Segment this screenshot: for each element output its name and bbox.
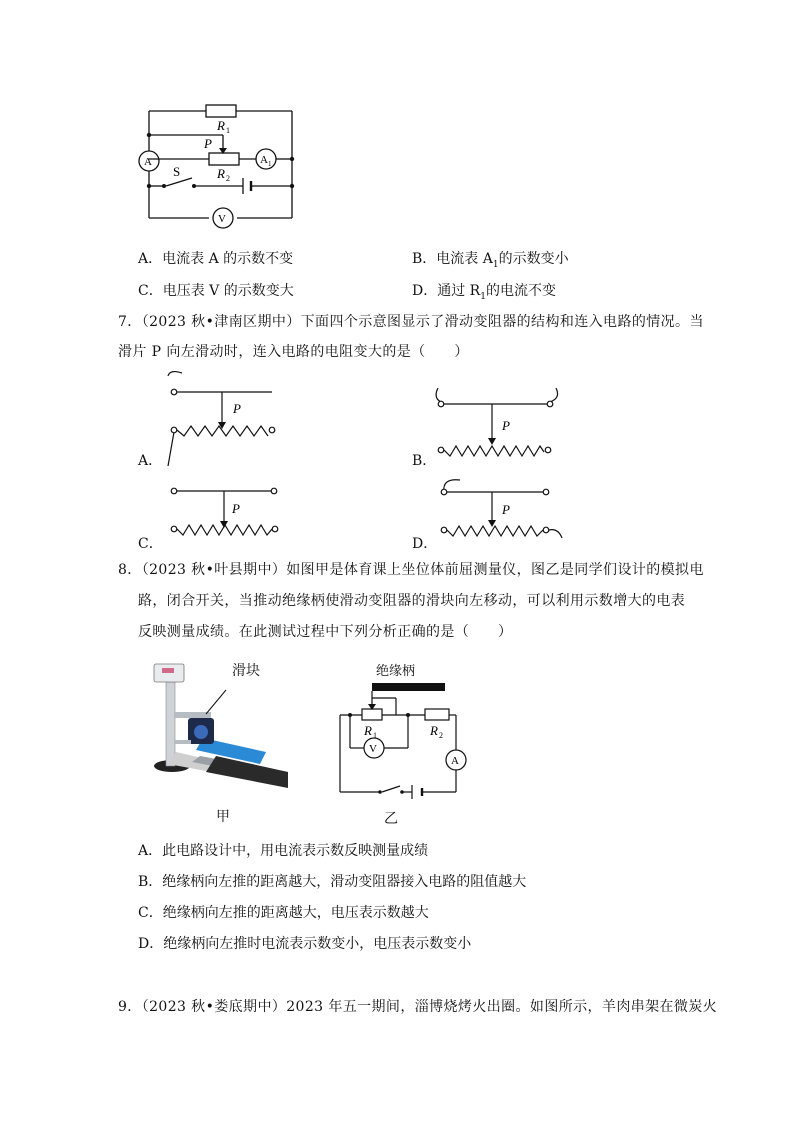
q8-circuit-caption: 乙 <box>384 811 398 827</box>
option-text: 电流表 A 的示数不变 <box>162 251 294 267</box>
q7-c-p-label: P <box>232 501 240 516</box>
q8-option-d[interactable] <box>138 935 471 953</box>
q8-r2-label: R <box>430 723 438 738</box>
q8-option-a[interactable] <box>138 842 428 860</box>
option-key: C． <box>138 905 163 921</box>
q8-photo-slider-label: 滑块 <box>232 663 260 679</box>
option-subscript: 1 <box>492 259 499 270</box>
q6-option-c[interactable] <box>138 282 294 300</box>
option-text: 电流表 A <box>436 251 493 267</box>
q6-ammeter1-sub: 1 <box>268 160 272 168</box>
q6-ammeter-label: A <box>144 156 152 168</box>
q7-a-p-label: P <box>233 401 241 416</box>
option-key: B． <box>138 874 163 890</box>
q6-option-b[interactable] <box>412 250 569 274</box>
option-subscript: 1 <box>480 291 486 302</box>
q8-r1-sub: 1 <box>373 731 377 740</box>
q7-option-b[interactable]: B． <box>412 453 437 469</box>
q7-option-c[interactable]: C． <box>138 536 163 552</box>
option-key: B． <box>412 251 437 267</box>
option-text: 通过 R <box>437 283 481 299</box>
q6-switch-label: S <box>173 164 181 179</box>
q8-option-c[interactable] <box>138 904 429 922</box>
q8-option-b[interactable] <box>138 873 526 891</box>
q7-d-p-label: P <box>502 502 510 517</box>
q6-r1-label: R <box>217 118 225 133</box>
q6-option-d[interactable] <box>412 282 556 306</box>
q6-r1-sub: 1 <box>226 126 230 135</box>
option-text: 电压表 V 的示数变大 <box>162 283 294 299</box>
option-key: A． <box>138 843 163 859</box>
q7-option-a[interactable]: A． <box>138 453 163 469</box>
q7-diagram-a <box>160 370 280 466</box>
q8-stem-line1: 8．（2023 秋•叶县期中）如图甲是体育课上坐位体前屈测量仪，图乙是同学们设计的模拟电 <box>118 562 704 578</box>
q7-stem-line1: 7．（2023 秋•津南区期中）下面四个示意图显示了滑动变阻器的结构和连入电路的情况。当 <box>118 314 704 330</box>
q8-stem-line2: 路，闭合开关，当推动绝缘柄使滑动变阻器的滑块向左移动，可以利用示数增大的电表 <box>138 593 686 609</box>
option-text-tail: 的电流不变 <box>485 283 556 299</box>
q8-photo-caption: 甲 <box>216 809 230 825</box>
q8-handle-label: 绝缘柄 <box>376 664 416 679</box>
q6-voltmeter-label: V <box>218 213 226 225</box>
q6-option-a[interactable] <box>138 250 293 268</box>
q8-r1-label: R <box>364 723 372 738</box>
option-text: 绝缘柄向左推的距离越大，滑动变阻器接入电路的阻值越大 <box>162 874 527 890</box>
q7-stem-line2: 滑片 P 向左滑动时，连入电路的电阻变大的是（ ） <box>118 344 469 360</box>
q8-voltmeter-label: V <box>369 743 377 755</box>
option-key: A． <box>138 251 163 267</box>
q6-ammeter1-label: A <box>260 154 268 166</box>
q6-r2-label: R <box>217 166 225 181</box>
q6-r2-sub: 2 <box>226 174 230 183</box>
q8-photo-measuring-device <box>148 660 288 800</box>
q9-stem-line1: 9．（2023 秋•娄底期中）2023 年五一期间，淄博烧烤火出圈。如图所示，羊肉串架在微炭火 <box>118 999 718 1015</box>
q7-diagram-d <box>432 476 567 544</box>
q7-b-p-label: P <box>502 418 510 433</box>
q8-circuit-diagram <box>330 662 475 804</box>
q6-circuit-diagram <box>130 98 310 230</box>
option-text: 绝缘柄向左推的距离越大，电压表示数越大 <box>162 905 429 921</box>
q6-p-label: P <box>204 136 212 151</box>
option-text: 绝缘柄向左推时电流表示数变小，电压表示数变小 <box>163 936 472 952</box>
q7-option-d[interactable]: D． <box>412 536 438 552</box>
q7-diagram-b <box>432 388 562 464</box>
q8-ammeter-label: A <box>451 755 459 767</box>
q8-stem-line3: 反映测量成绩。在此测试过程中下列分析正确的是（ ） <box>138 624 513 640</box>
option-key: C． <box>138 283 163 299</box>
q7-diagram-c <box>162 483 287 543</box>
option-key: D． <box>138 936 164 952</box>
option-text-tail: 的示数变小 <box>498 251 569 267</box>
option-key: D． <box>412 283 438 299</box>
q8-r2-sub: 2 <box>439 731 443 740</box>
option-text: 此电路设计中，用电流表示数反映测量成绩 <box>162 843 429 859</box>
